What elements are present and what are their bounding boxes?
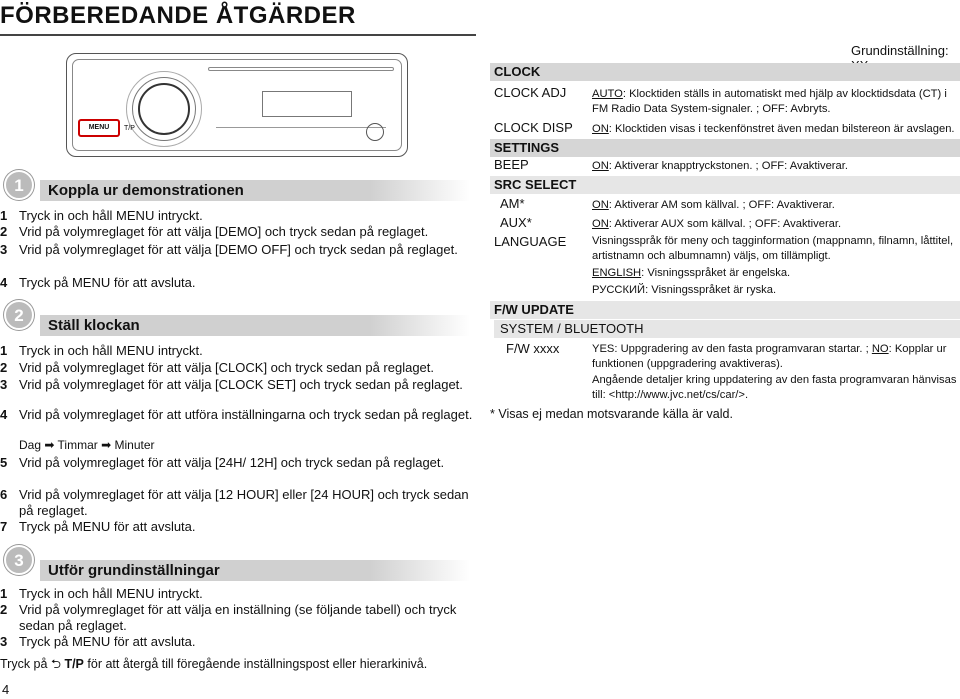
category-clock: CLOCK [490,63,960,81]
step: 7 Tryck på MENU för att avsluta. [0,519,196,534]
tp-button-label: T/P [124,125,135,132]
arrow-right-icon: ➡ [44,438,55,452]
section-1-number: 1 [4,170,34,200]
step: 1 Tryck in och håll MENU intryckt. [0,208,203,223]
device-display [262,91,352,117]
desc-language-english: ENGLISH: Visningsspråket är engelska. [592,267,791,279]
section-3-number: 3 [4,545,34,575]
page-title: FÖRBEREDANDE ÅTGÄRDER [0,2,356,29]
desc-fw-xxxx: YES: Uppgradering av den fasta programvaran startar. ; NO: Kopplar ur funktionen (uppgradering avaktiveras). [592,343,947,370]
eject-button [366,123,384,141]
footnote: * Visas ej medan motsvarande källa är vald. [490,407,733,421]
section-2-title: Ställ klockan [48,317,140,334]
section-1-title: Koppla ur demonstrationen [48,182,244,199]
device-faceplate [72,59,402,151]
step: 6 Vrid på volymreglaget för att välja [12 HOUR] eller [24 HOUR] och tryck sedan på reglaget. [0,487,469,518]
page-number: 4 [2,682,10,697]
section-3-title: Utför grundinställningar [48,562,220,579]
subcategory-system-bluetooth: SYSTEM / BLUETOOTH [494,320,960,338]
desc-clock-adj: AUTO: Klocktiden ställs in automatiskt med hjälp av klocktidsdata (CT) i FM Radio Data System-signaler. ; OFF: Avbryts. [592,88,947,115]
item-clock-disp: CLOCK DISP [494,120,573,135]
desc-beep: ON: Aktiverar knapptryckstonen. ; OFF: Avaktiverar. [592,160,848,172]
volume-knob [138,83,190,135]
step: 4 Vrid på volymreglaget för att utföra inställningarna och tryck sedan på reglaget. [0,407,473,422]
step: 3 Vrid på volymreglaget för att välja [DEMO OFF] och tryck sedan på reglaget. [0,242,458,257]
item-fw-xxxx: F/W xxxx [506,341,560,356]
car-stereo-illustration [66,53,408,157]
default-setting-legend: Grundinställning: [851,43,949,58]
title-divider [0,34,476,36]
step: 5 Vrid på volymreglaget för att välja [24H/ 12H] och tryck sedan på reglaget. [0,455,445,470]
category-fw-update: F/W UPDATE [490,301,960,319]
desc-aux: ON: Aktiverar AUX som källval. ; OFF: Avaktiverar. [592,218,842,230]
item-am: AM* [500,196,525,211]
desc-clock-disp: ON: Klocktiden visas i teckenfönstret även medan bilstereon är avslagen. [592,123,955,135]
clock-setting-order: Dag ➡ Timmar ➡ Minuter [19,438,155,452]
arrow-right-icon: ➡ [101,438,112,452]
item-aux: AUX* [500,215,532,230]
device-button-row [216,127,386,137]
item-language: LANGUAGE [494,234,567,249]
desc-language: Visningsspråk för meny och tagginformation (mappnamn, filnamn, låttitel, artistnamn och albumnamn) väljs, om tillämpligt. [592,235,954,262]
desc-language-russian: РУССКИЙ: Visningsspråket är ryska. [592,284,777,296]
step: 2 Vrid på volymreglaget för att välja [CLOCK] och tryck sedan på reglaget. [0,360,434,375]
menu-button-highlight: MENU [78,119,120,137]
desc-am: ON: Aktiverar AM som källval. ; OFF: Avaktiverar. [592,199,835,211]
item-clock-adj: CLOCK ADJ [494,85,567,100]
step: 2 Vrid på volymreglaget för att välja [DEMO] och tryck sedan på reglaget. [0,224,429,239]
desc-fw-link: Angående detaljer kring uppdatering av den fasta programvaran hänvisas till: <http://www.jvc.net/cs/car/>. [592,374,957,401]
return-arrow-icon: ⮌ [50,657,61,671]
category-src-select: SRC SELECT [490,176,960,194]
section-2-number: 2 [4,300,34,330]
back-navigation-note: Tryck på ⮌ T/P för att återgå till föregående inställningspost eller hierarkinivå. [0,657,428,671]
step: 1 Tryck in och håll MENU intryckt. [0,586,203,601]
step: 1 Tryck in och håll MENU intryckt. [0,343,203,358]
step: 4 Tryck på MENU för att avsluta. [0,275,196,290]
step: 3 Vrid på volymreglaget för att välja [CLOCK SET] och tryck sedan på reglaget. [0,377,463,392]
step: 2 Vrid på volymreglaget för att välja en inställning (se följande tabell) och tryck sedan på reglaget. [0,602,457,633]
cd-slot [208,67,394,71]
step: 3 Tryck på MENU för att avsluta. [0,634,196,649]
category-settings: SETTINGS [490,139,960,157]
item-beep: BEEP [494,157,529,172]
